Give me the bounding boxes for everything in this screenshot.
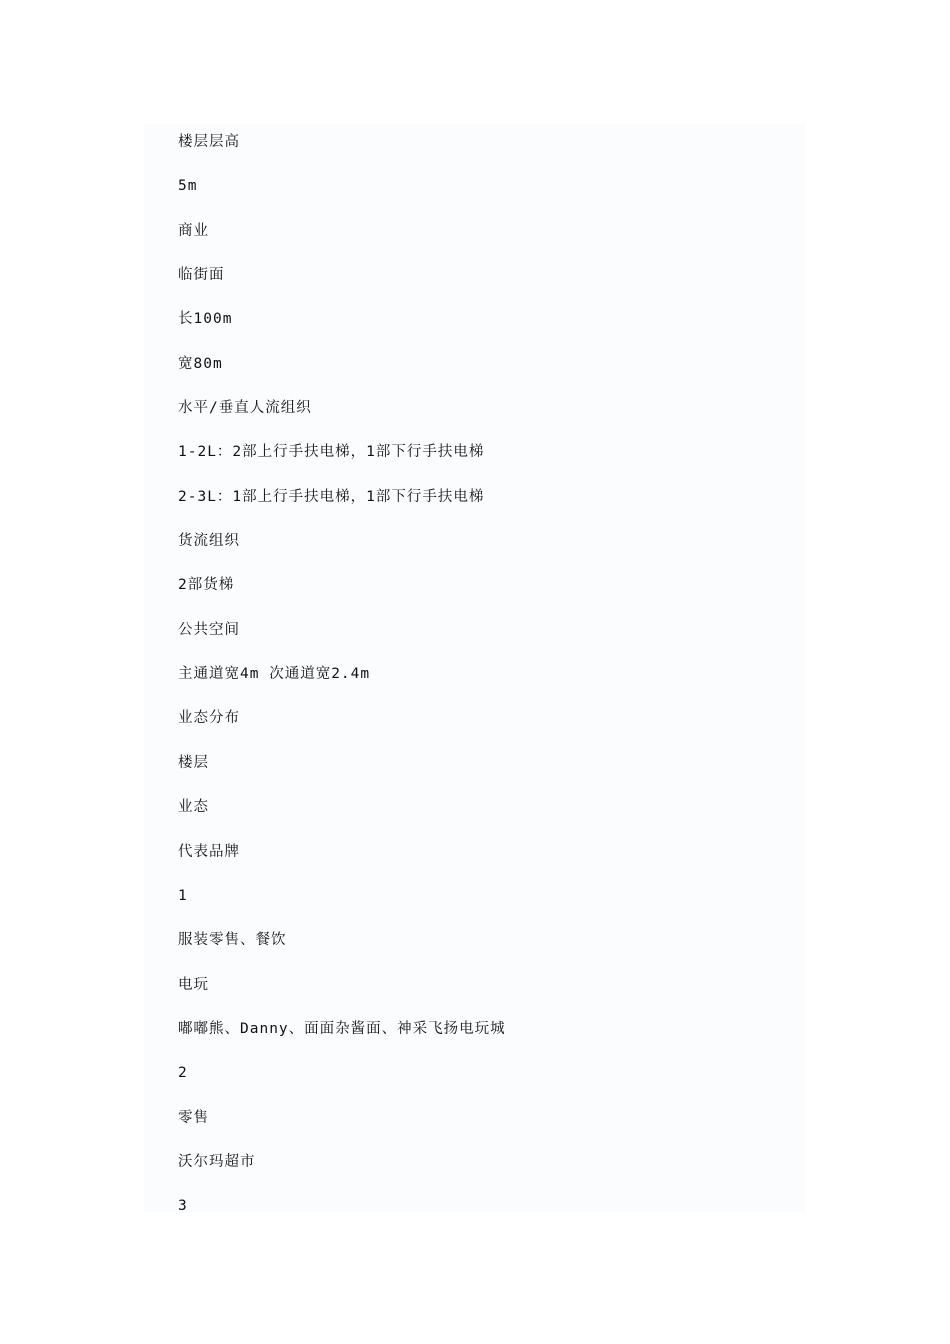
text-line: 水平/垂直人流组织 xyxy=(178,400,312,417)
text-line: 1 xyxy=(178,887,188,904)
text-line: 临街面 xyxy=(178,267,225,284)
text-line: 2部货梯 xyxy=(178,577,235,594)
text-line: 业态分布 xyxy=(178,710,240,727)
text-line: 服装零售、餐饮 xyxy=(178,932,287,949)
text-line: 1-2L：2部上行手扶电梯，1部下行手扶电梯 xyxy=(178,444,485,461)
text-line: 2 xyxy=(178,1065,188,1082)
text-line: 电玩 xyxy=(178,976,209,993)
text-line: 代表品牌 xyxy=(178,843,240,860)
text-line: 楼层 xyxy=(178,754,209,771)
document-text xyxy=(178,131,778,1240)
text-line: 业态 xyxy=(178,799,209,816)
text-line: 3 xyxy=(178,1198,188,1215)
text-line: 宽80m xyxy=(178,355,223,372)
text-line: 公共空间 xyxy=(178,621,240,638)
text-line: 货流组织 xyxy=(178,533,240,550)
text-line: 嘟嘟熊、Danny、面面杂酱面、神采飞扬电玩城 xyxy=(178,1020,506,1037)
text-line: 商业 xyxy=(178,222,209,239)
text-line: 沃尔玛超市 xyxy=(178,1153,256,1170)
text-line: 5m xyxy=(178,178,198,195)
text-line: 楼层层高 xyxy=(178,134,240,150)
text-line: 2-3L：1部上行手扶电梯，1部下行手扶电梯 xyxy=(178,488,485,505)
text-line: 主通道宽4m 次通道宽2.4m xyxy=(178,666,371,683)
text-line: 零售 xyxy=(178,1109,209,1126)
text-line: 长100m xyxy=(178,311,233,328)
